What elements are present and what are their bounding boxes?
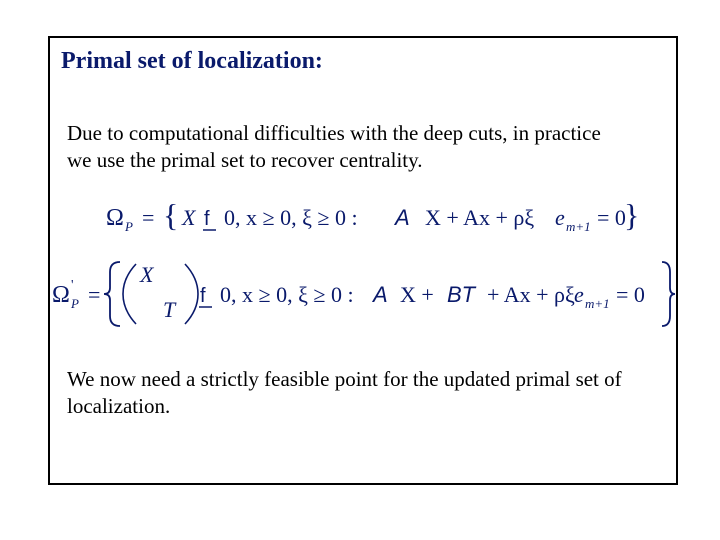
unit-vector-e: e	[574, 282, 584, 307]
equation-terms: X + Ax + ρξ	[425, 205, 535, 230]
equals-zero: = 0	[616, 282, 645, 307]
open-brace: {	[163, 197, 179, 233]
omega-symbol: Ω	[106, 205, 124, 231]
close-paren	[185, 264, 198, 324]
formula-updated-primal-set	[50, 258, 676, 330]
slide-title: Primal set of localization:	[61, 48, 323, 74]
paragraph-computational-difficulties: Due to computational difficulties with the deep cuts, in practice we use the primal set to recover centrality.	[67, 121, 601, 172]
succeq-symbol: f	[204, 208, 210, 230]
constraints-text: 0, x ≥ 0, ξ ≥ 0 :	[224, 205, 358, 230]
succeq-symbol: f	[200, 285, 206, 307]
open-brace	[104, 262, 120, 326]
matrix-entry-x: X	[140, 262, 154, 287]
equals-sign: =	[88, 282, 101, 307]
matrix-entry-t: T	[163, 297, 176, 322]
close-brace	[662, 262, 675, 326]
close-brace: }	[624, 197, 640, 233]
variable-x: X	[182, 205, 196, 230]
unit-vector-e: e	[555, 205, 565, 230]
open-paren	[123, 264, 136, 324]
operator-a: A	[373, 282, 388, 307]
paragraph-feasible-point: We now need a strictly feasible point for the updated primal set of localization.	[67, 367, 622, 418]
unit-vector-subscript: m+1	[585, 296, 610, 311]
equation-terms-2: + Ax + ρξ	[487, 282, 575, 307]
term-bt: BT	[447, 282, 476, 307]
omega-symbol: Ω	[52, 282, 70, 308]
equation-terms-1: X +	[400, 282, 434, 307]
equals-zero: = 0	[597, 205, 626, 230]
omega-subscript: P	[125, 219, 133, 234]
operator-a: A	[395, 205, 410, 230]
equals-sign: =	[142, 205, 155, 230]
constraints-text: 0, x ≥ 0, ξ ≥ 0 :	[220, 282, 354, 307]
omega-subscript: P	[71, 296, 79, 311]
unit-vector-subscript: m+1	[566, 219, 591, 234]
formula-primal-set	[100, 195, 660, 235]
omega-prime: '	[71, 278, 74, 293]
